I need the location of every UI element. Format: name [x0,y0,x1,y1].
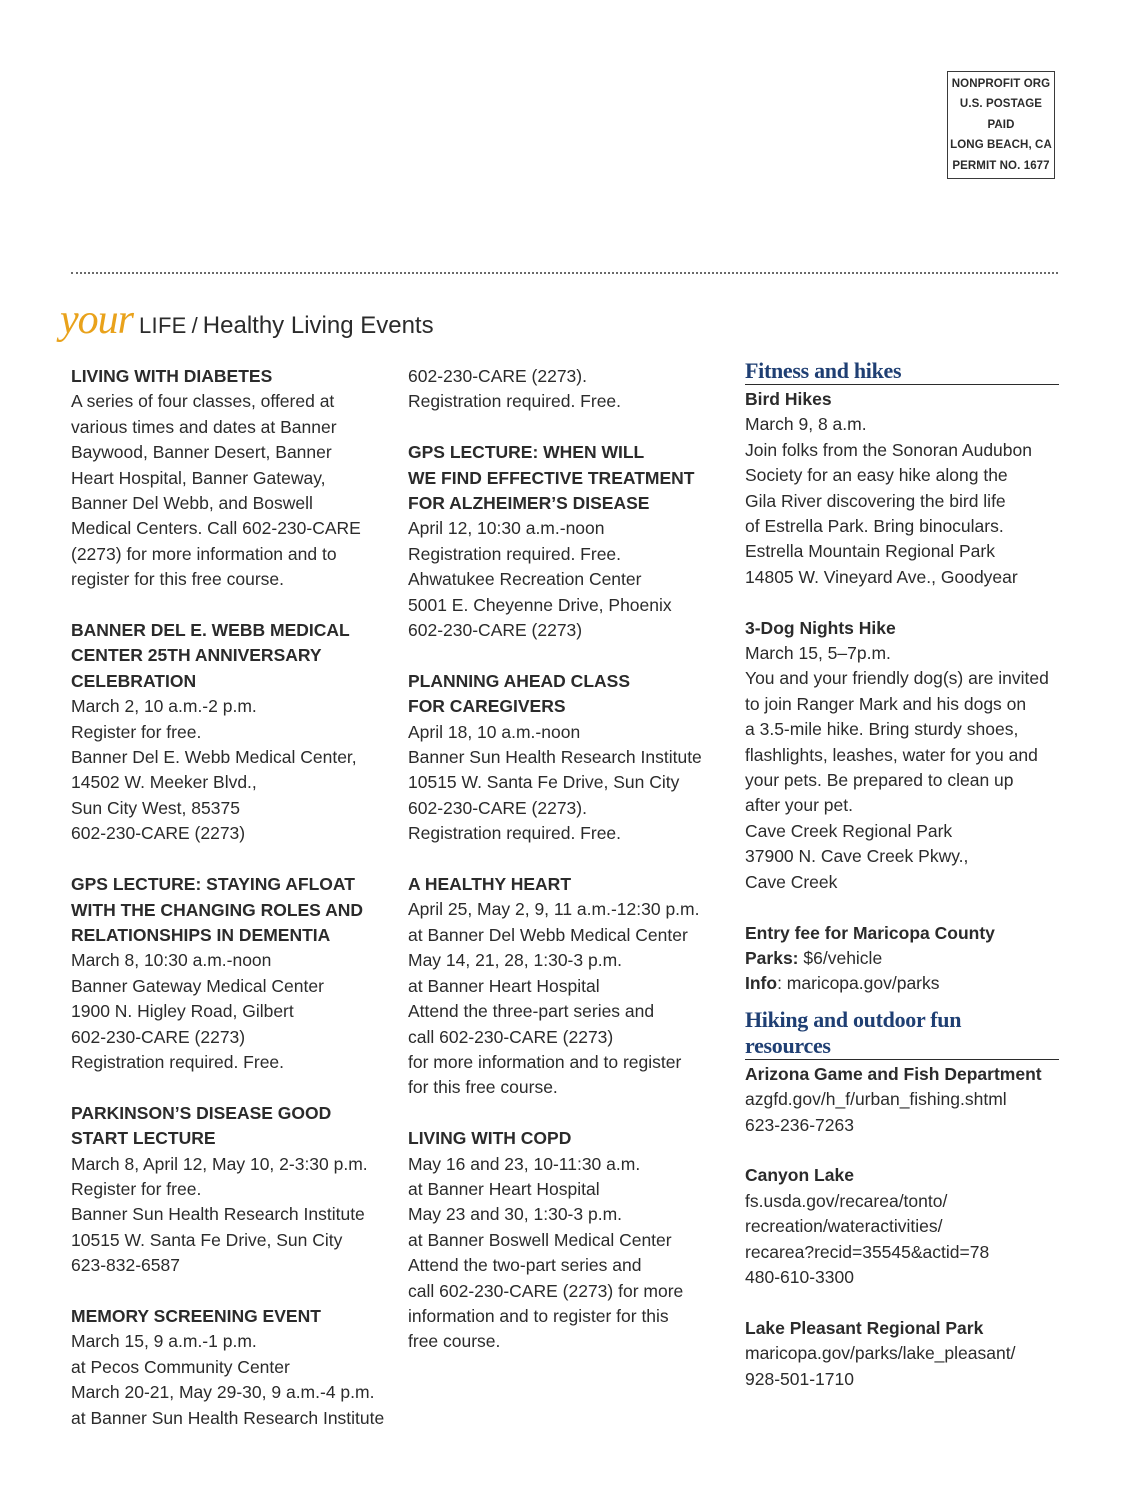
resource-text: azgfd.gov/h_f/urban_fishing.shtml [745,1089,1007,1110]
event-text: call 602-230-CARE (2273) for more [408,1280,684,1301]
resource-title: Arizona Game and Fish Department [745,1063,1042,1084]
event-text: at Banner Del Webb Medical Center [408,924,688,945]
postage-line: PAID [987,118,1015,131]
event-bird-hikes [745,387,1059,590]
postage-indicia [947,71,1055,179]
event-text: 10515 W. Santa Fe Drive, Sun City [71,1229,343,1250]
section-title: Healthy Living Events [202,312,434,339]
event-text: You and your friendly dog(s) are invited [745,668,1049,689]
heading-text: Hiking and outdoor fun [745,1006,962,1032]
event-title: GPS LECTURE: WHEN WILL [408,442,645,463]
event-title: MEMORY SCREENING EVENT [71,1305,321,1326]
event-planning-ahead [408,669,718,847]
event-text: March 2, 10 a.m.-2 p.m. [71,696,257,717]
postage-line: PERMIT NO. 1677 [952,159,1050,172]
event-title: RELATIONSHIPS IN DEMENTIA [71,924,331,945]
resource-text: 480-610-3300 [745,1266,854,1287]
event-text: free course. [408,1331,501,1352]
event-text: at Banner Heart Hospital [408,1178,600,1199]
event-title: LIVING WITH DIABETES [71,366,273,386]
event-text: register for this free course. [71,569,284,590]
fee-info-label: Info [745,973,778,994]
event-text: Attend the three-part series and [408,1001,655,1022]
event-text: A series of four classes, offered at [71,391,335,412]
column-3 [745,358,1059,1417]
event-text: Heart Hospital, Banner Gateway, [71,467,326,488]
event-title: PARKINSON’S DISEASE GOOD [71,1102,332,1123]
event-text: March 8, April 12, May 10, 2-3:30 p.m. [71,1153,368,1174]
event-title: FOR CAREGIVERS [408,696,566,717]
event-text: Banner Del Webb, and Boswell [71,493,313,514]
event-title: FOR ALZHEIMER’S DISEASE [408,493,650,514]
event-title: BANNER DEL E. WEBB MEDICAL [71,620,350,641]
event-text: 37900 N. Cave Creek Pkwy., [745,846,969,867]
event-text: Registration required. Free. [408,823,622,844]
fee-info-value: : maricopa.gov/parks [777,973,940,994]
event-title: WE FIND EFFECTIVE TREATMENT [408,467,695,488]
event-title: PLANNING AHEAD CLASS [408,670,630,691]
event-text: 623-832-6587 [71,1255,180,1276]
fee-info-line [745,971,1059,996]
section-header [60,296,434,346]
event-text: Join folks from the Sonoran Audubon [745,439,1032,460]
resource-text: 623-236-7263 [745,1114,854,1135]
event-living-with-copd [408,1126,718,1355]
event-text: 1900 N. Higley Road, Gilbert [71,1001,294,1022]
column-2 [408,364,718,1380]
event-text: to join Ranger Mark and his dogs on [745,693,1027,714]
postage-line: U.S. POSTAGE [959,98,1043,111]
life-wordmark: LIFE [139,313,187,338]
column-1 [71,364,391,1456]
event-text: Medical Centers. Call 602-230-CARE [71,518,361,539]
event-text: Banner Del E. Webb Medical Center, [71,747,357,768]
event-text: March 8, 10:30 a.m.-noon [71,950,272,971]
resource-text: 928-501-1710 [745,1368,854,1389]
event-text: Banner Sun Health Research Institute [408,747,702,768]
your-wordmark: your [60,297,133,343]
event-title: GPS LECTURE: STAYING AFLOAT [71,874,355,895]
event-text: call 602-230-CARE (2273) [408,1026,614,1047]
event-memory-screening [71,1304,391,1431]
resource-text: recarea?recid=35545&actid=78 [745,1241,990,1262]
resources-heading [745,1007,1059,1060]
fee-parks-line [745,946,1059,971]
event-text: May 23 and 30, 1:30-3 p.m. [408,1204,623,1225]
event-text: Cave Creek [745,871,838,892]
event-title: CENTER 25TH ANNIVERSARY [71,645,322,666]
fee-parks-value: $6/vehicle [798,947,883,968]
fitness-heading [745,358,1059,385]
event-living-with-diabetes [71,364,391,593]
event-text: Baywood, Banner Desert, Banner [71,442,332,463]
event-text: Gila River discovering the bird life [745,490,1006,511]
event-text: Society for an easy hike along the [745,465,1008,486]
event-text: (2273) for more information and to [71,543,337,564]
event-text: Banner Sun Health Research Institute [71,1204,365,1225]
event-text: Registration required. Free. [408,391,622,412]
event-title: 3-Dog Nights Hike [745,617,896,638]
event-text: your pets. Be prepared to clean up [745,770,1014,791]
event-text: 5001 E. Cheyenne Drive, Phoenix [408,594,672,615]
event-text: Banner Gateway Medical Center [71,975,324,996]
event-memory-screening-continued [408,364,718,415]
event-text: 10515 W. Santa Fe Drive, Sun City [408,772,680,793]
event-text: Register for free. [71,1178,202,1199]
event-gps-lecture-dementia [71,872,391,1075]
event-title: CELEBRATION [71,670,197,691]
event-title: WITH THE CHANGING ROLES AND [71,899,363,920]
event-text: March 20-21, May 29-30, 9 a.m.-4 p.m. [71,1382,375,1403]
event-text: various times and dates at Banner [71,416,337,437]
resource-title: Canyon Lake [745,1165,854,1186]
resource-lake-pleasant [745,1316,1059,1392]
header-separator: / [191,313,198,338]
event-text: after your pet. [745,795,853,816]
event-title: START LECTURE [71,1128,216,1149]
event-text: Registration required. Free. [71,1051,285,1072]
event-text: a 3.5-mile hike. Bring sturdy shoes, [745,719,1019,740]
event-gps-lecture-alzheimers [408,440,718,643]
event-text: 602-230-CARE (2273). [408,797,587,818]
event-parkinsons-lecture [71,1101,391,1279]
event-text: 602-230-CARE (2273) [71,1026,246,1047]
entry-fee-info [745,921,1059,997]
event-text: May 16 and 23, 10-11:30 a.m. [408,1153,641,1174]
event-dog-nights-hike [745,616,1059,895]
event-text: Registration required. Free. [408,543,622,564]
event-healthy-heart [408,872,718,1101]
event-text: March 15, 9 a.m.-1 p.m. [71,1331,257,1352]
event-text: April 18, 10 a.m.-noon [408,721,581,742]
event-text: April 25, May 2, 9, 11 a.m.-12:30 p.m. [408,899,700,920]
event-text: Register for free. [71,721,202,742]
event-text: flashlights, leashes, water for you and [745,744,1038,765]
event-text: 602-230-CARE (2273). [408,366,587,386]
resource-canyon-lake [745,1163,1059,1290]
event-text: 602-230-CARE (2273) [408,620,583,641]
fee-parks-label: Parks: [745,947,799,968]
event-text: at Pecos Community Center [71,1356,290,1377]
resource-game-and-fish [745,1062,1059,1138]
event-text: 602-230-CARE (2273) [71,823,246,844]
event-text: May 14, 21, 28, 1:30-3 p.m. [408,950,623,971]
event-del-webb-anniversary [71,618,391,847]
event-title: A HEALTHY HEART [408,874,572,895]
event-text: Estrella Mountain Regional Park [745,541,995,562]
event-text: of Estrella Park. Bring binoculars. [745,516,1004,537]
fee-title: Entry fee for Maricopa County [745,922,995,943]
resource-text: recreation/wateractivities/ [745,1216,943,1237]
heading-text: resources [745,1032,831,1058]
heading-text: Fitness and hikes [745,358,902,383]
event-text: Cave Creek Regional Park [745,820,953,841]
event-text: at Banner Sun Health Research Institute [71,1407,385,1428]
event-title: Bird Hikes [745,389,832,409]
event-text: for this free course. [408,1077,558,1098]
event-text: information and to register for this [408,1305,669,1326]
event-text: Attend the two-part series and [408,1255,642,1276]
dotted-divider [71,272,1058,274]
event-text: March 9, 8 a.m. [745,414,867,435]
postage-line: LONG BEACH, CA [950,139,1052,152]
event-text: at Banner Boswell Medical Center [408,1229,672,1250]
event-text: at Banner Heart Hospital [408,975,600,996]
event-title: LIVING WITH COPD [408,1128,572,1149]
resource-text: fs.usda.gov/recarea/tonto/ [745,1190,948,1211]
event-text: 14805 W. Vineyard Ave., Goodyear [745,566,1018,587]
resource-text: maricopa.gov/parks/lake_pleasant/ [745,1343,1016,1364]
event-text: Sun City West, 85375 [71,797,240,818]
event-text: March 15, 5–7p.m. [745,643,891,664]
event-text: Ahwatukee Recreation Center [408,569,642,590]
resource-title: Lake Pleasant Regional Park [745,1317,984,1338]
postage-line: NONPROFIT ORG [951,77,1051,90]
event-text: for more information and to register [408,1051,682,1072]
event-text: 14502 W. Meeker Blvd., [71,772,257,793]
event-text: April 12, 10:30 a.m.-noon [408,518,605,539]
